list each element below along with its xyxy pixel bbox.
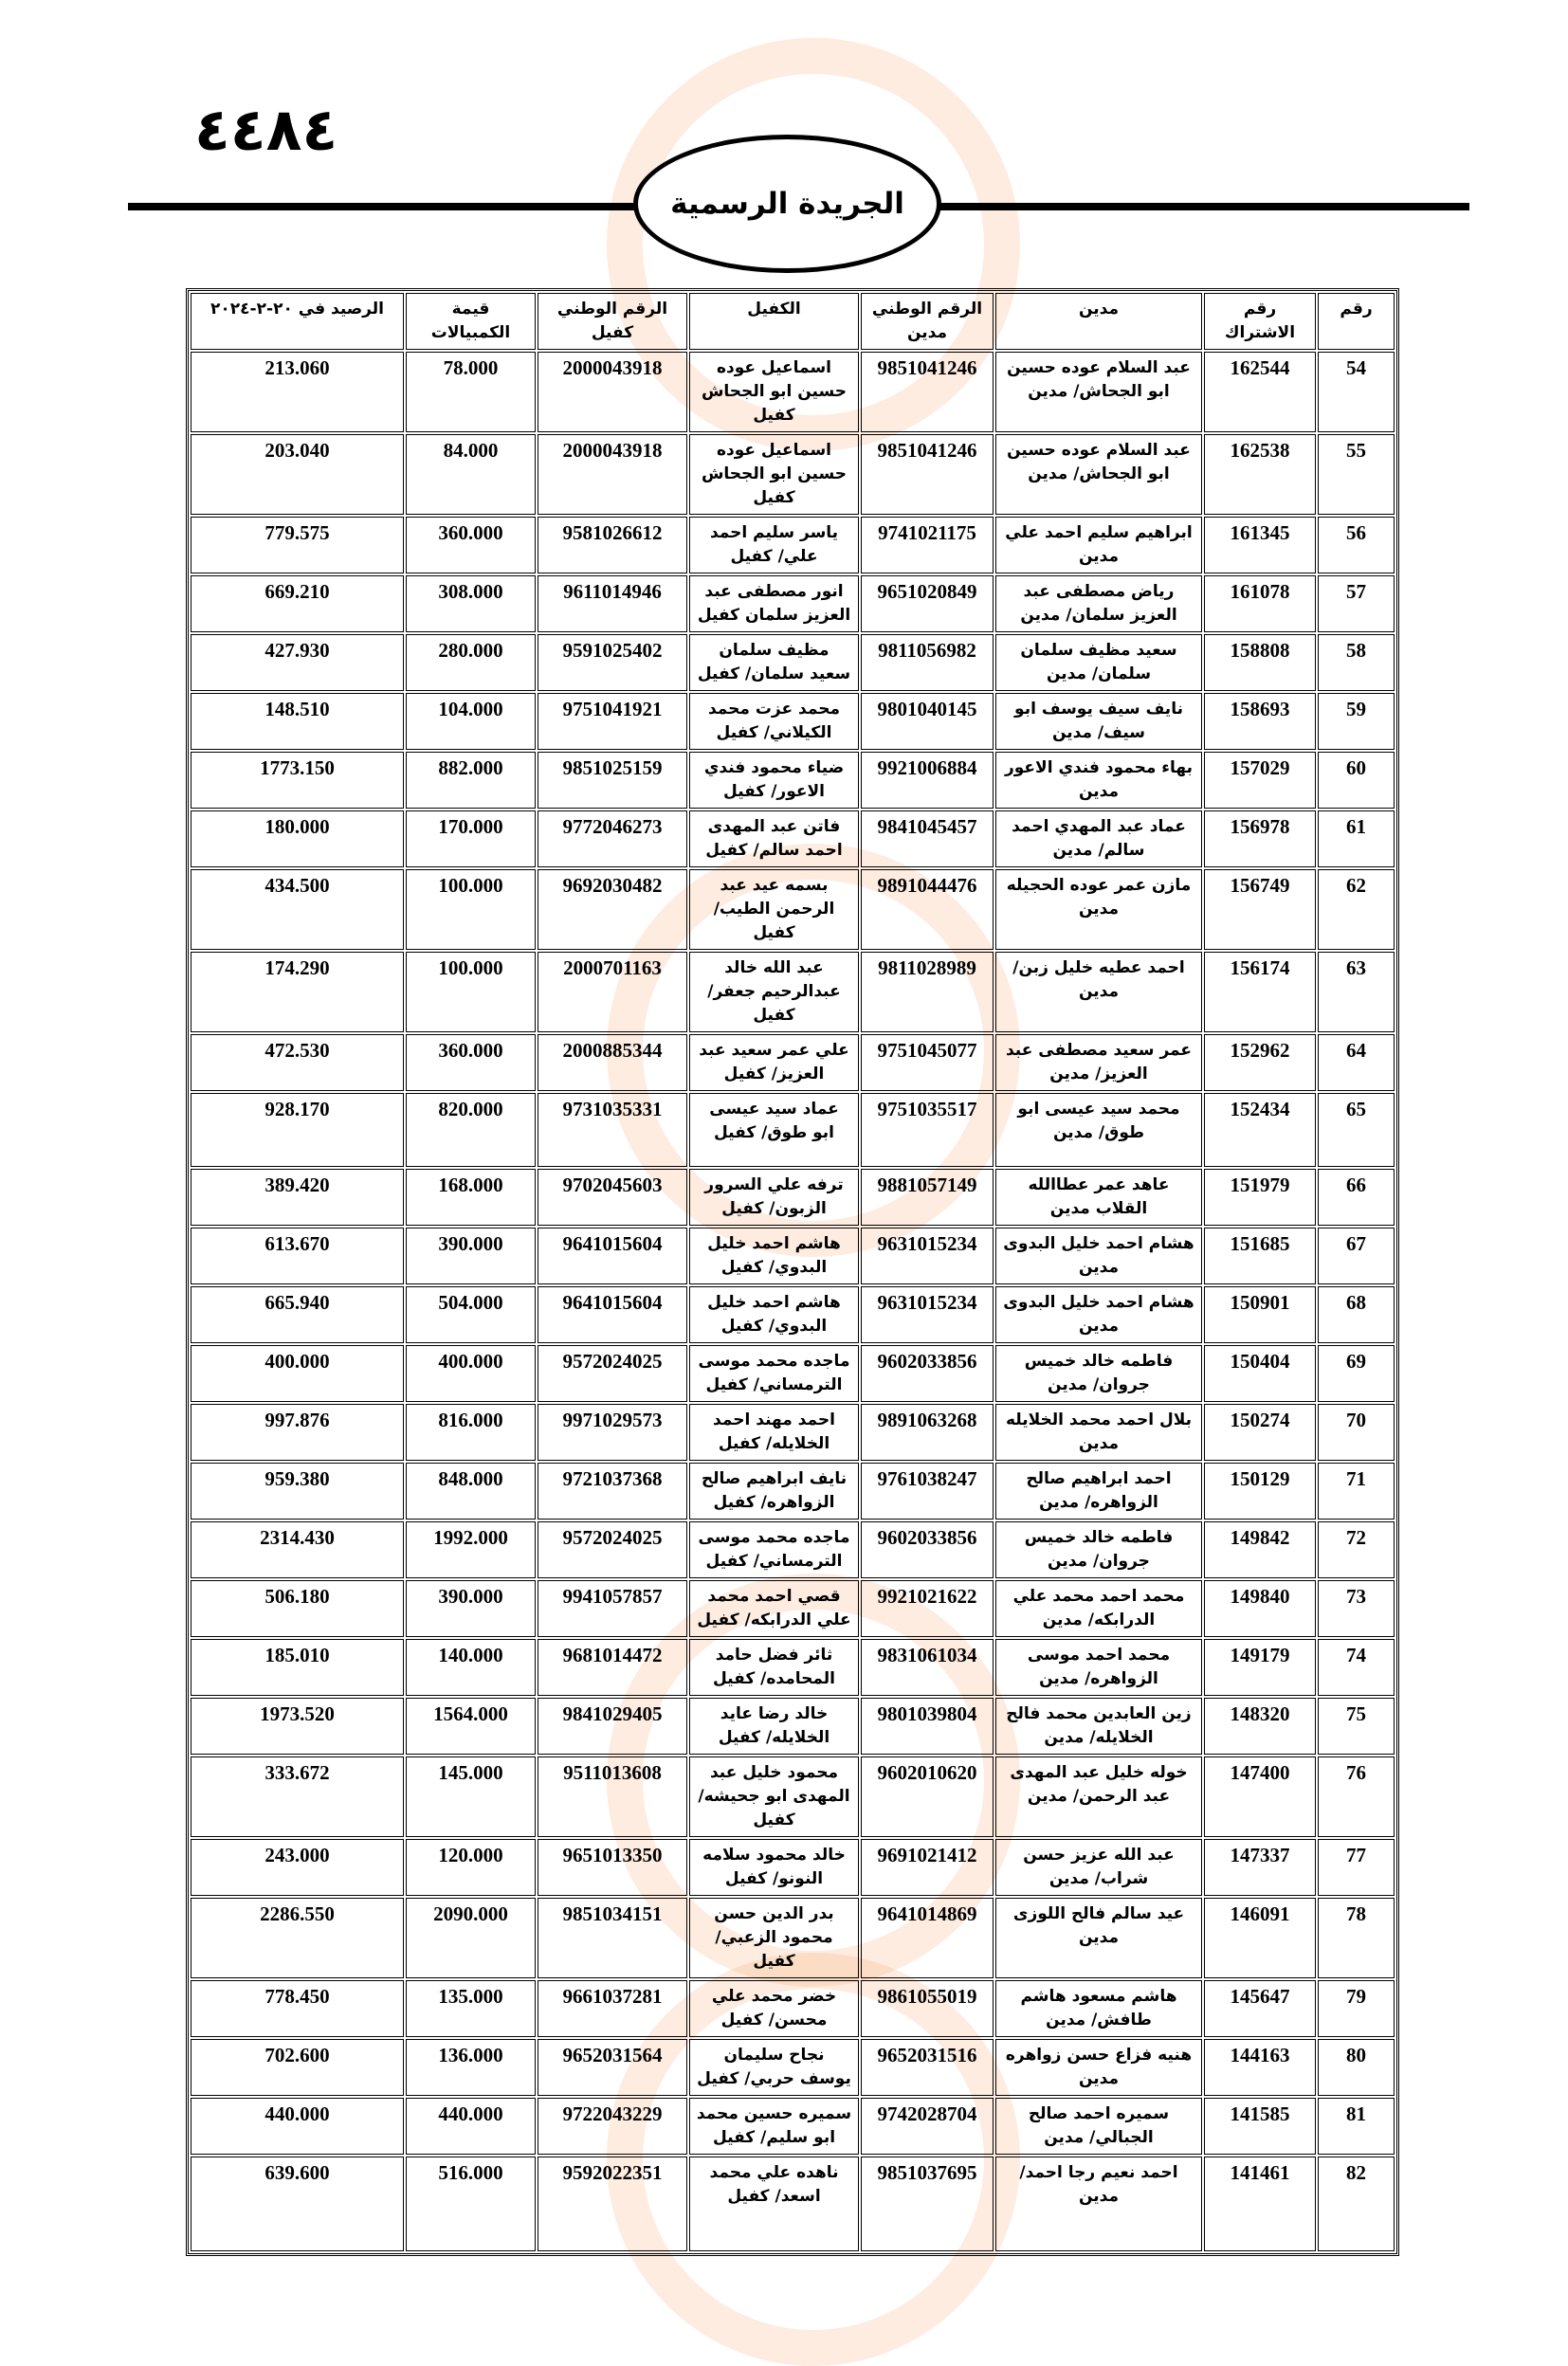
- row-no: 77: [1318, 1839, 1395, 1896]
- debtor-name: محمد احمد محمد علي الدرابكه/ مدين: [995, 1580, 1202, 1637]
- balance: 779.575: [191, 517, 404, 573]
- table-row: [191, 2039, 1395, 2096]
- debtor-national-id: 9651020849: [861, 575, 994, 632]
- bills-value: 145.000: [406, 1756, 536, 1837]
- bills-value: 140.000: [406, 1639, 536, 1696]
- subscription-no: 147337: [1204, 1839, 1316, 1896]
- row-no: 66: [1318, 1169, 1395, 1226]
- bills-value: 280.000: [406, 634, 536, 691]
- balance: 2286.550: [191, 1898, 404, 1978]
- guarantor-national-id: 9572024025: [538, 1521, 687, 1578]
- subscription-no: 158808: [1204, 634, 1316, 691]
- subscription-no: 149840: [1204, 1580, 1316, 1637]
- guarantor-name: ثائر فضل حامد المحامده/ كفيل: [689, 1639, 859, 1696]
- guarantor-national-id: 9641015604: [538, 1228, 687, 1284]
- debtor-national-id: 9891044476: [861, 869, 994, 950]
- debtor-name: سعيد مظيف سلمان سلمان/ مدين: [995, 634, 1202, 691]
- debtor-national-id: 9652031516: [861, 2039, 994, 2096]
- debtor-national-id: 9602010620: [861, 1756, 994, 1837]
- table-row: [191, 1093, 1395, 1167]
- table-row: [191, 352, 1395, 432]
- subscription-no: 150274: [1204, 1404, 1316, 1461]
- guarantor-national-id: 9611014946: [538, 575, 687, 632]
- table-row: [191, 1639, 1395, 1696]
- subscription-no: 158693: [1204, 693, 1316, 750]
- guarantor-national-id: 9731035331: [538, 1093, 687, 1167]
- debtor-national-id: 9851041246: [861, 352, 994, 432]
- table-row: [191, 1404, 1395, 1461]
- debtor-national-id: 9631015234: [861, 1228, 994, 1284]
- bills-value: 100.000: [406, 869, 536, 950]
- header-guarantor: الكفيل: [689, 293, 859, 350]
- subscription-no: 141461: [1204, 2157, 1316, 2251]
- balance: 174.290: [191, 952, 404, 1032]
- balance: 1973.520: [191, 1698, 404, 1755]
- balance: 213.060: [191, 352, 404, 432]
- guarantor-name: عبد الله خالد عبدالرحيم جعفر/كفيل: [689, 952, 859, 1032]
- balance: 1773.150: [191, 752, 404, 809]
- table-row: [191, 1286, 1395, 1343]
- row-no: 61: [1318, 810, 1395, 867]
- guarantor-name: مظيف سلمان سعيد سلمان/ كفيل: [689, 634, 859, 691]
- debtor-name: بهاء محمود فندي الاعور مدين: [995, 752, 1202, 809]
- guarantor-name: بسمه عيد عبد الرحمن الطيب/ كفيل: [689, 869, 859, 950]
- subscription-no: 156174: [1204, 952, 1316, 1032]
- table-row: [191, 952, 1395, 1032]
- guarantor-name: محمود خليل عبد المهدى ابو جحيشه/ كفيل: [689, 1756, 859, 1837]
- debtor-national-id: 9801039804: [861, 1698, 994, 1755]
- table-row: [191, 810, 1395, 867]
- subscription-no: 156749: [1204, 869, 1316, 950]
- bills-value: 1564.000: [406, 1698, 536, 1755]
- debtor-name: محمد سيد عيسى ابو طوق/ مدين: [995, 1093, 1202, 1167]
- balance: 427.930: [191, 634, 404, 691]
- bills-value: 135.000: [406, 1980, 536, 2037]
- row-no: 65: [1318, 1093, 1395, 1167]
- balance: 928.170: [191, 1093, 404, 1167]
- debtor-national-id: 9921021622: [861, 1580, 994, 1637]
- guarantor-name: عماد سيد عيسى ابو طوق/ كفيل: [689, 1093, 859, 1167]
- subscription-no: 152434: [1204, 1093, 1316, 1167]
- row-no: 72: [1318, 1521, 1395, 1578]
- header-debtor-id: الرقم الوطني مدين: [861, 293, 994, 350]
- balance: 333.672: [191, 1756, 404, 1837]
- table-row: [191, 1756, 1395, 1837]
- subscription-no: 149179: [1204, 1639, 1316, 1696]
- debtor-name: عاهد عمر عطاالله القلاب مدين: [995, 1169, 1202, 1226]
- guarantor-name: نايف ابراهيم صالح الزواهره/ كفيل: [689, 1463, 859, 1520]
- table-header-row: [191, 293, 1395, 350]
- guarantor-name: محمد عزت محمد الكيلاني/ كفيل: [689, 693, 859, 750]
- row-no: 60: [1318, 752, 1395, 809]
- row-no: 71: [1318, 1463, 1395, 1520]
- bills-value: 360.000: [406, 517, 536, 573]
- guarantor-national-id: 9692030482: [538, 869, 687, 950]
- publication-title: الجريدة الرسمية: [670, 187, 904, 221]
- debtor-name: بلال احمد محمد الخلايله مدين: [995, 1404, 1202, 1461]
- debtor-name: عبد السلام عوده حسين ابو الجحاش/ مدين: [995, 434, 1202, 515]
- row-no: 62: [1318, 869, 1395, 950]
- guarantor-national-id: 2000885344: [538, 1034, 687, 1091]
- row-no: 82: [1318, 2157, 1395, 2251]
- subscription-no: 152962: [1204, 1034, 1316, 1091]
- debtor-name: رياض مصطفى عبد العزيز سلمان/ مدين: [995, 575, 1202, 632]
- guarantor-name: بدر الدين حسن محمود الزعبي/كفيل: [689, 1898, 859, 1978]
- table-row: [191, 869, 1395, 950]
- balance: 389.420: [191, 1169, 404, 1226]
- subscription-no: 157029: [1204, 752, 1316, 809]
- bills-value: 84.000: [406, 434, 536, 515]
- publication-title-oval: [633, 135, 941, 273]
- bills-value: 400.000: [406, 1345, 536, 1402]
- bills-value: 504.000: [406, 1286, 536, 1343]
- bills-value: 820.000: [406, 1093, 536, 1167]
- guarantor-national-id: 9661037281: [538, 1980, 687, 2037]
- header-guarantor-id: الرقم الوطني كفيل: [538, 293, 687, 350]
- row-no: 70: [1318, 1404, 1395, 1461]
- balance: 203.040: [191, 434, 404, 515]
- debtor-name: فاطمه خالد خميس جروان/ مدين: [995, 1521, 1202, 1578]
- bills-value: 120.000: [406, 1839, 536, 1896]
- guarantor-name: خالد محمود سلامه النونو/ كفيل: [689, 1839, 859, 1896]
- guarantor-name: ياسر سليم احمد علي/ كفيل: [689, 517, 859, 573]
- debtor-name: محمد احمد موسى الزواهره/ مدين: [995, 1639, 1202, 1696]
- balance: 639.600: [191, 2157, 404, 2251]
- subscription-no: 156978: [1204, 810, 1316, 867]
- guarantor-name: ماجده محمد موسى الترمساني/ كفيل: [689, 1345, 859, 1402]
- bills-value: 170.000: [406, 810, 536, 867]
- header-debtor: مدين: [995, 293, 1202, 350]
- row-no: 67: [1318, 1228, 1395, 1284]
- row-no: 63: [1318, 952, 1395, 1032]
- debtor-national-id: 9891063268: [861, 1404, 994, 1461]
- debtor-name: هاشم مسعود هاشم طافش/ مدين: [995, 1980, 1202, 2037]
- page-number: ٤٤٨٤: [194, 95, 338, 164]
- debtor-name: عبد السلام عوده حسين ابو الجحاش/ مدين: [995, 352, 1202, 432]
- balance: 180.000: [191, 810, 404, 867]
- subscription-no: 150404: [1204, 1345, 1316, 1402]
- row-no: 68: [1318, 1286, 1395, 1343]
- table-row: [191, 752, 1395, 809]
- guarantor-national-id: 9841029405: [538, 1698, 687, 1755]
- subscription-no: 161078: [1204, 575, 1316, 632]
- guarantor-name: نجاح سليمان يوسف حربي/ كفيل: [689, 2039, 859, 2096]
- debtor-national-id: 9881057149: [861, 1169, 994, 1226]
- header-subscription: رقم الاشتراك: [1204, 293, 1316, 350]
- bills-value: 136.000: [406, 2039, 536, 2096]
- subscription-no: 148320: [1204, 1698, 1316, 1755]
- debtor-name: احمد نعيم رجا احمد/ مدين: [995, 2157, 1202, 2251]
- balance: 400.000: [191, 1345, 404, 1402]
- guarantor-name: ماجده محمد موسى الترمساني/ كفيل: [689, 1521, 859, 1578]
- guarantor-name: خضر محمد علي محسن/ كفيل: [689, 1980, 859, 2037]
- debtor-national-id: 9691021412: [861, 1839, 994, 1896]
- table-row: [191, 1521, 1395, 1578]
- table-row: [191, 1345, 1395, 1402]
- bills-value: 360.000: [406, 1034, 536, 1091]
- row-no: 74: [1318, 1639, 1395, 1696]
- subscription-no: 150901: [1204, 1286, 1316, 1343]
- guarantor-national-id: 9702045603: [538, 1169, 687, 1226]
- subscription-no: 151685: [1204, 1228, 1316, 1284]
- table-row: [191, 434, 1395, 515]
- debtor-name: عماد عبد المهدي احمد سالم/ مدين: [995, 810, 1202, 867]
- bills-value: 2090.000: [406, 1898, 536, 1978]
- debtor-name: هشام احمد خليل البدوى مدين: [995, 1286, 1202, 1343]
- bills-value: 390.000: [406, 1580, 536, 1637]
- guarantor-name: سميره حسين محمد ابو سليم/ كفيل: [689, 2098, 859, 2155]
- guarantor-national-id: 9511013608: [538, 1756, 687, 1837]
- guarantor-national-id: 9591025402: [538, 634, 687, 691]
- guarantor-national-id: 9652031564: [538, 2039, 687, 2096]
- balance: 434.500: [191, 869, 404, 950]
- table-row: [191, 2157, 1395, 2251]
- guarantor-national-id: 2000043918: [538, 434, 687, 515]
- table-row: [191, 2098, 1395, 2155]
- guarantor-name: احمد مهند احمد الخلايله/ كفيل: [689, 1404, 859, 1461]
- row-no: 55: [1318, 434, 1395, 515]
- guarantor-national-id: 2000043918: [538, 352, 687, 432]
- guarantor-national-id: 9572024025: [538, 1345, 687, 1402]
- debtor-name: مازن عمر عوده الحجيله مدين: [995, 869, 1202, 950]
- debtor-national-id: 9851041246: [861, 434, 994, 515]
- guarantor-name: فاتن عبد المهدى احمد سالم/ كفيل: [689, 810, 859, 867]
- row-no: 59: [1318, 693, 1395, 750]
- row-no: 69: [1318, 1345, 1395, 1402]
- debtor-national-id: 9811056982: [861, 634, 994, 691]
- table-row: [191, 1898, 1395, 1978]
- guarantor-name: ضياء محمود فندي الاعور/ كفيل: [689, 752, 859, 809]
- guarantor-name: قصي احمد محمد علي الدرابكه/ كفيل: [689, 1580, 859, 1637]
- debtor-national-id: 9602033856: [861, 1521, 994, 1578]
- header-balance: الرصيد في ٢٠-٢-٢٠٢٤: [191, 293, 404, 350]
- row-no: 64: [1318, 1034, 1395, 1091]
- balance: 185.010: [191, 1639, 404, 1696]
- balance: 613.670: [191, 1228, 404, 1284]
- debtor-national-id: 9921006884: [861, 752, 994, 809]
- balance: 506.180: [191, 1580, 404, 1637]
- bills-value: 440.000: [406, 2098, 536, 2155]
- guarantor-national-id: 9651013350: [538, 1839, 687, 1896]
- guarantor-national-id: 9721037368: [538, 1463, 687, 1520]
- bills-value: 390.000: [406, 1228, 536, 1284]
- guarantor-national-id: 9851025159: [538, 752, 687, 809]
- guarantor-national-id: 9681014472: [538, 1639, 687, 1696]
- subscription-no: 161345: [1204, 517, 1316, 573]
- debtor-name: فاطمه خالد خميس جروان/ مدين: [995, 1345, 1202, 1402]
- debtor-national-id: 9631015234: [861, 1286, 994, 1343]
- debtor-national-id: 9751035517: [861, 1093, 994, 1167]
- table-row: [191, 1463, 1395, 1520]
- debtor-national-id: 9761038247: [861, 1463, 994, 1520]
- guarantor-national-id: 9971029573: [538, 1404, 687, 1461]
- row-no: 56: [1318, 517, 1395, 573]
- subscription-no: 162544: [1204, 352, 1316, 432]
- debtor-national-id: 9602033856: [861, 1345, 994, 1402]
- table-row: [191, 1980, 1395, 2037]
- guarantor-name: اسماعيل عوده حسين ابو الجحاش كفيل: [689, 434, 859, 515]
- guarantor-name: هاشم احمد خليل البدوي/ كفيل: [689, 1286, 859, 1343]
- guarantor-national-id: 9941057857: [538, 1580, 687, 1637]
- balance: 665.940: [191, 1286, 404, 1343]
- debtor-name: احمد عطيه خليل زبن/مدين: [995, 952, 1202, 1032]
- guarantor-national-id: 2000701163: [538, 952, 687, 1032]
- balance: 243.000: [191, 1839, 404, 1896]
- guarantor-name: ناهده علي محمد اسعد/ كفيل: [689, 2157, 859, 2251]
- table-row: [191, 1839, 1395, 1896]
- debtor-name: نايف سيف يوسف ابو سيف/ مدين: [995, 693, 1202, 750]
- bills-value: 1992.000: [406, 1521, 536, 1578]
- debtor-name: زين العابدين محمد فالح الخلايله/ مدين: [995, 1698, 1202, 1755]
- debtor-name: سميره احمد صالح الجبالي/ مدين: [995, 2098, 1202, 2155]
- debtor-national-id: 9742028704: [861, 2098, 994, 2155]
- debtor-national-id: 9751045077: [861, 1034, 994, 1091]
- balance: 440.000: [191, 2098, 404, 2155]
- debtor-national-id: 9841045457: [861, 810, 994, 867]
- guarantor-national-id: 9592022351: [538, 2157, 687, 2251]
- debtor-name: احمد ابراهيم صالح الزواهره/ مدين: [995, 1463, 1202, 1520]
- debtor-national-id: 9831061034: [861, 1639, 994, 1696]
- guarantor-name: ترفه علي السرور الزبون/ كفيل: [689, 1169, 859, 1226]
- balance: 997.876: [191, 1404, 404, 1461]
- balance: 778.450: [191, 1980, 404, 2037]
- guarantor-name: خالد رضا عايد الخلايله/ كفيل: [689, 1698, 859, 1755]
- row-no: 80: [1318, 2039, 1395, 2096]
- header-no: رقم: [1318, 293, 1395, 350]
- debtor-name: عيد سالم فالح اللوزى مدين: [995, 1898, 1202, 1978]
- balance: 959.380: [191, 1463, 404, 1520]
- balance: 669.210: [191, 575, 404, 632]
- row-no: 73: [1318, 1580, 1395, 1637]
- guarantor-name: اسماعيل عوده حسين ابو الجحاش كفيل: [689, 352, 859, 432]
- debtor-national-id: 9801040145: [861, 693, 994, 750]
- guarantor-national-id: 9751041921: [538, 693, 687, 750]
- guarantor-national-id: 9581026612: [538, 517, 687, 573]
- guarantor-national-id: 9722043229: [538, 2098, 687, 2155]
- row-no: 78: [1318, 1898, 1395, 1978]
- row-no: 81: [1318, 2098, 1395, 2155]
- row-no: 54: [1318, 352, 1395, 432]
- table-row: [191, 1034, 1395, 1091]
- guarantor-national-id: 9772046273: [538, 810, 687, 867]
- row-no: 76: [1318, 1756, 1395, 1837]
- debtor-national-id: 9641014869: [861, 1898, 994, 1978]
- table-row: [191, 634, 1395, 691]
- debtor-national-id: 9741021175: [861, 517, 994, 573]
- row-no: 57: [1318, 575, 1395, 632]
- row-no: 58: [1318, 634, 1395, 691]
- bills-value: 168.000: [406, 1169, 536, 1226]
- table-row: [191, 1169, 1395, 1226]
- subscription-no: 141585: [1204, 2098, 1316, 2155]
- header-bills-value: قيمة الكمبيالات: [406, 293, 536, 350]
- bills-value: 848.000: [406, 1463, 536, 1520]
- bills-value: 816.000: [406, 1404, 536, 1461]
- debtor-name: هشام احمد خليل البدوى مدين: [995, 1228, 1202, 1284]
- subscription-no: 149842: [1204, 1521, 1316, 1578]
- table-row: [191, 1228, 1395, 1284]
- subscription-no: 146091: [1204, 1898, 1316, 1978]
- subscription-no: 145647: [1204, 1980, 1316, 2037]
- debtor-national-id: 9861055019: [861, 1980, 994, 2037]
- debtor-name: ابراهيم سليم احمد علي مدين: [995, 517, 1202, 573]
- debtor-national-id: 9811028989: [861, 952, 994, 1032]
- guarantor-national-id: 9641015604: [538, 1286, 687, 1343]
- guarantor-name: علي عمر سعيد عبد العزيز/ كفيل: [689, 1034, 859, 1091]
- bills-value: 516.000: [406, 2157, 536, 2251]
- bills-value: 104.000: [406, 693, 536, 750]
- debtor-name: عمر سعيد مصطفى عبد العزيز/ مدين: [995, 1034, 1202, 1091]
- guarantor-name: انور مصطفى عبد العزيز سلمان كفيل: [689, 575, 859, 632]
- row-no: 79: [1318, 1980, 1395, 2037]
- subscription-no: 150129: [1204, 1463, 1316, 1520]
- balance: 2314.430: [191, 1521, 404, 1578]
- balance: 702.600: [191, 2039, 404, 2096]
- subscription-no: 144163: [1204, 2039, 1316, 2096]
- row-no: 75: [1318, 1698, 1395, 1755]
- debtor-name: خوله خليل عبد المهدى عبد الرحمن/ مدين: [995, 1756, 1202, 1837]
- balance: 472.530: [191, 1034, 404, 1091]
- bills-value: 100.000: [406, 952, 536, 1032]
- bills-value: 78.000: [406, 352, 536, 432]
- table-row: [191, 693, 1395, 750]
- subscription-no: 151979: [1204, 1169, 1316, 1226]
- subscription-no: 162538: [1204, 434, 1316, 515]
- debts-table: [186, 288, 1399, 2256]
- bills-value: 308.000: [406, 575, 536, 632]
- table-row: [191, 1698, 1395, 1755]
- debtor-national-id: 9851037695: [861, 2157, 994, 2251]
- subscription-no: 147400: [1204, 1756, 1316, 1837]
- table-row: [191, 575, 1395, 632]
- table-row: [191, 1580, 1395, 1637]
- balance: 148.510: [191, 693, 404, 750]
- table-row: [191, 517, 1395, 573]
- guarantor-name: هاشم احمد خليل البدوي/ كفيل: [689, 1228, 859, 1284]
- bills-value: 882.000: [406, 752, 536, 809]
- debtor-name: هنيه فزاع حسن زواهره مدين: [995, 2039, 1202, 2096]
- guarantor-national-id: 9851034151: [538, 1898, 687, 1978]
- debtor-name: عبد الله عزيز حسن شراب/ مدين: [995, 1839, 1202, 1896]
